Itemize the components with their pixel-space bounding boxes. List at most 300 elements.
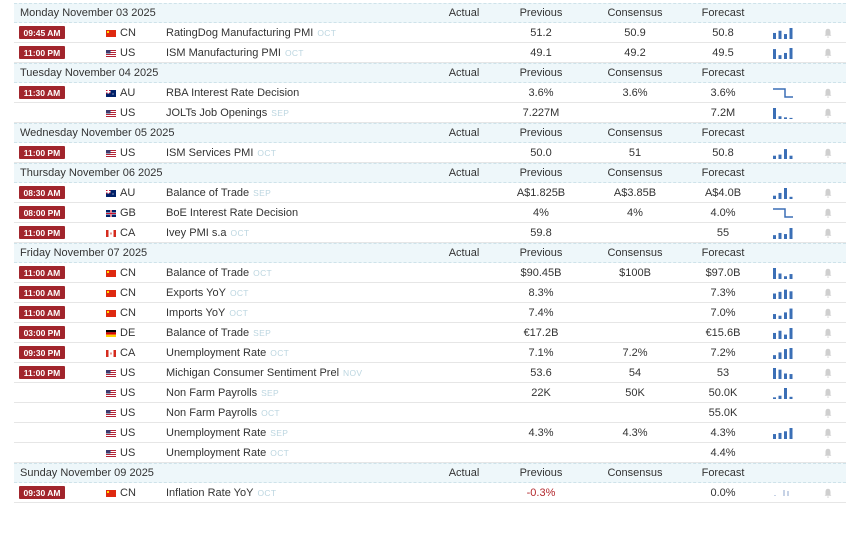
reference-period: SEP [271, 107, 290, 118]
spark-bar [790, 28, 793, 39]
reference-period: OCT [257, 487, 277, 498]
bell-icon[interactable] [822, 403, 834, 422]
spark-bar [783, 490, 785, 496]
reference-period: OCT [261, 407, 280, 418]
event-name-cell[interactable] [166, 103, 289, 122]
time-badge: 09:45 AM [19, 26, 65, 39]
previous-value: 49.1 [530, 46, 552, 59]
consensus-value [592, 103, 678, 122]
country-code: CN [120, 26, 136, 39]
consensus-value: 49.2 [624, 46, 646, 59]
event-name[interactable]: Unemployment Rate [166, 446, 267, 459]
us-flag-icon [106, 150, 116, 157]
reference-period: SEP [270, 427, 289, 438]
consensus-column-header: Consensus [607, 127, 663, 139]
mini-bar-chart-icon[interactable] [772, 303, 794, 322]
bell-icon[interactable] [822, 103, 834, 122]
event-name-cell[interactable] [166, 443, 289, 462]
spark-bar [773, 108, 776, 119]
previous-value: 4.3% [528, 426, 554, 439]
event-name-cell[interactable] [166, 343, 289, 362]
mini-bar-chart-icon[interactable] [772, 43, 794, 62]
spark-bar [779, 30, 782, 38]
previous-column-header: Previous [519, 467, 563, 479]
mini-bar-chart-icon[interactable] [772, 383, 794, 402]
reference-period: OCT [270, 347, 290, 358]
event-row[interactable] [14, 423, 846, 443]
previous-value: 7.227M [522, 106, 560, 119]
spark-bar [790, 328, 793, 339]
mini-bar-chart-icon[interactable] [772, 203, 794, 222]
us-flag-icon [106, 430, 116, 437]
event-name-cell[interactable] [166, 23, 336, 42]
bell-icon[interactable] [822, 323, 834, 342]
spark-bar [773, 293, 776, 299]
reference-period: OCT [284, 47, 304, 58]
event-time [19, 23, 65, 42]
previous-value [501, 403, 581, 422]
actual-value [419, 383, 509, 402]
reference-period: OCT [229, 307, 249, 318]
ca-flag-icon [106, 230, 116, 237]
spark-bar [779, 315, 782, 318]
forecast-value: 50.0K [708, 386, 738, 399]
reference-period: OCT [253, 267, 273, 278]
event-name-cell[interactable] [166, 383, 279, 402]
event-name-cell[interactable] [166, 263, 272, 282]
event-name[interactable]: ISM Manufacturing PMI [166, 46, 281, 59]
event-time [19, 143, 65, 162]
date-header [14, 63, 846, 83]
event-name[interactable]: Balance of Trade [166, 186, 250, 199]
mini-bar-chart-icon[interactable] [772, 103, 794, 122]
event-row[interactable] [14, 303, 846, 323]
reference-period: NOV [343, 367, 363, 378]
forecast-value: A$4.0B [704, 186, 742, 199]
reference-period: OCT [257, 147, 277, 158]
actual-column-header: Actual [448, 127, 480, 139]
spark-bar [779, 395, 782, 398]
actual-column-header: Actual [448, 467, 480, 479]
previous-column-header: Previous [519, 7, 563, 19]
spark-bar [784, 373, 787, 379]
spark-bar [784, 388, 787, 399]
mini-bar-chart-icon[interactable] [772, 263, 794, 282]
us-flag-icon [106, 370, 116, 377]
date-label: Sunday November 09 2025 [20, 467, 154, 479]
event-row[interactable] [14, 103, 846, 123]
actual-column-header: Actual [448, 67, 480, 79]
country-code: US [120, 446, 136, 459]
bell-icon[interactable] [822, 223, 834, 242]
spark-bar [784, 52, 787, 58]
country-code: CN [120, 266, 136, 279]
country-code: US [120, 406, 136, 419]
time-badge: 11:00 AM [19, 306, 65, 319]
event-row[interactable] [14, 483, 846, 503]
spark-bar [779, 116, 782, 119]
ca-flag-icon [106, 350, 116, 357]
country-code: US [120, 146, 136, 159]
previous-value: €17.2B [523, 326, 559, 339]
spark-bar [787, 491, 789, 496]
spark-bar [773, 332, 776, 338]
reference-period: OCT [317, 27, 337, 38]
forecast-value: 7.0% [710, 306, 736, 319]
consensus-column-header: Consensus [607, 247, 663, 259]
forecast-value: 4.4% [710, 446, 736, 459]
consensus-value: 50K [625, 386, 645, 399]
actual-value [419, 443, 509, 462]
spark-bar [784, 312, 787, 319]
spark-bar [773, 368, 776, 379]
spark-bar [784, 276, 787, 279]
bell-icon[interactable] [822, 43, 834, 62]
event-name[interactable]: Michigan Consumer Sentiment Prel [166, 366, 340, 379]
consensus-value [592, 403, 678, 422]
consensus-value [592, 483, 678, 502]
date-header [14, 123, 846, 143]
event-time [19, 323, 65, 342]
bell-icon[interactable] [822, 143, 834, 162]
mini-bar-chart-icon[interactable] [772, 183, 794, 202]
event-name-cell[interactable] [166, 283, 249, 302]
spark-bar [784, 289, 787, 298]
event-time [19, 223, 65, 242]
previous-value: $90.45B [520, 266, 562, 279]
reference-period: OCT [270, 447, 290, 458]
spark-bar [784, 234, 787, 239]
forecast-value: 50.8 [712, 146, 734, 159]
spark-bar [779, 291, 782, 298]
forecast-value: 0.0% [710, 486, 736, 499]
mini-bar-chart-icon[interactable] [772, 363, 794, 382]
actual-column-header: Actual [448, 167, 480, 179]
spark-bar [784, 188, 787, 199]
actual-value [419, 43, 509, 62]
forecast-column-header: Forecast [701, 7, 745, 19]
event-row[interactable] [14, 443, 846, 463]
actual-value [419, 143, 509, 162]
forecast-column-header: Forecast [701, 67, 745, 79]
event-row[interactable] [14, 323, 846, 343]
forecast-value: 53 [716, 366, 730, 379]
country-code: US [120, 106, 136, 119]
forecast-value: 55.0K [708, 406, 738, 419]
date-header [14, 163, 846, 183]
actual-value [419, 223, 509, 242]
bell-icon[interactable] [822, 343, 834, 362]
actual-value [419, 183, 509, 202]
time-badge: 11:30 AM [19, 86, 65, 99]
date-label: Thursday November 06 2025 [20, 167, 163, 179]
actual-value [419, 483, 509, 502]
event-name[interactable]: RBA Interest Rate Decision [166, 86, 300, 99]
consensus-value [592, 323, 678, 342]
bell-icon[interactable] [822, 443, 834, 462]
event-name[interactable]: Unemployment Rate [166, 346, 267, 359]
us-flag-icon [106, 450, 116, 457]
bell-icon[interactable] [822, 183, 834, 202]
event-name[interactable]: Exports YoY [166, 286, 226, 299]
mini-bar-chart-icon[interactable] [772, 423, 794, 442]
previous-value: 7.4% [528, 306, 554, 319]
event-time [19, 363, 65, 382]
event-row[interactable] [14, 343, 846, 363]
bell-icon[interactable] [822, 83, 834, 102]
spark-bar [784, 117, 787, 119]
date-label: Tuesday November 04 2025 [20, 67, 159, 79]
spark-bar [773, 235, 776, 239]
us-flag-icon [106, 410, 116, 417]
event-name-cell[interactable] [166, 43, 304, 62]
event-name[interactable]: Non Farm Payrolls [166, 406, 258, 419]
event-name-cell[interactable] [166, 363, 362, 382]
event-row[interactable] [14, 363, 846, 383]
us-flag-icon [106, 110, 116, 117]
spark-bar [790, 48, 793, 59]
bell-icon[interactable] [822, 363, 834, 382]
spark-bar [779, 154, 782, 158]
country-code: CN [120, 486, 136, 499]
economic-calendar [14, 3, 846, 503]
forecast-value: 7.2% [710, 346, 736, 359]
actual-column-header: Actual [448, 247, 480, 259]
bell-icon[interactable] [822, 383, 834, 402]
actual-value [419, 103, 509, 122]
time-badge: 11:00 PM [19, 226, 65, 239]
event-name[interactable]: Imports YoY [166, 306, 226, 319]
event-time [19, 183, 65, 202]
forecast-value: $97.0B [705, 266, 741, 279]
previous-column-header: Previous [519, 67, 563, 79]
event-name-cell[interactable] [166, 323, 271, 342]
country-code: AU [120, 86, 136, 99]
previous-value: 53.6 [530, 366, 552, 379]
event-row[interactable] [14, 223, 846, 243]
bell-icon[interactable] [822, 23, 834, 42]
previous-value: 50.0 [530, 146, 552, 159]
consensus-value: 54 [628, 366, 642, 379]
consensus-value: 7.2% [622, 346, 648, 359]
event-row[interactable] [14, 143, 846, 163]
event-name-cell[interactable] [166, 403, 280, 422]
event-row[interactable] [14, 23, 846, 43]
spark-bar [779, 330, 782, 338]
event-name[interactable]: Balance of Trade [166, 326, 250, 339]
mini-bar-chart-icon[interactable] [772, 143, 794, 162]
actual-value [419, 303, 509, 322]
previous-value: 22K [531, 386, 551, 399]
reference-period: OCT [229, 287, 249, 298]
event-name[interactable]: Non Farm Payrolls [166, 386, 258, 399]
spark-bar [773, 155, 776, 158]
previous-column-header: Previous [519, 247, 563, 259]
bell-icon[interactable] [822, 263, 834, 282]
date-header [14, 243, 846, 263]
event-name[interactable]: ISM Services PMI [166, 146, 254, 159]
previous-value: 51.2 [530, 26, 552, 39]
consensus-value [592, 283, 678, 302]
actual-value [419, 23, 509, 42]
us-flag-icon [106, 390, 116, 397]
event-row[interactable] [14, 383, 846, 403]
forecast-value: €15.6B [705, 326, 741, 339]
forecast-value: 55 [716, 226, 730, 239]
event-name-cell[interactable] [166, 143, 276, 162]
event-name[interactable]: Balance of Trade [166, 266, 250, 279]
actual-value [419, 403, 509, 422]
mini-bar-chart-icon[interactable] [772, 83, 794, 102]
actual-column-header: Actual [448, 7, 480, 19]
forecast-column-header: Forecast [701, 167, 745, 179]
date-header [14, 463, 846, 483]
country-code: CA [120, 226, 136, 239]
forecast-value: 4.0% [710, 206, 736, 219]
spark-bar [790, 155, 793, 158]
country-code: US [120, 46, 136, 59]
event-name[interactable]: Ivey PMI s.a [166, 226, 227, 239]
spark-bar [773, 49, 776, 59]
actual-value [419, 343, 509, 362]
event-row[interactable] [14, 83, 846, 103]
consensus-value: 4.3% [622, 426, 648, 439]
event-row[interactable] [14, 183, 846, 203]
previous-value: 4% [533, 206, 549, 219]
event-time [19, 483, 65, 502]
mini-bar-chart-icon[interactable] [772, 343, 794, 362]
event-name[interactable]: RatingDog Manufacturing PMI [166, 26, 314, 39]
event-name[interactable]: Inflation Rate YoY [166, 486, 254, 499]
consensus-column-header: Consensus [607, 7, 663, 19]
forecast-value: 50.8 [712, 26, 734, 39]
time-badge: 08:00 PM [19, 206, 65, 219]
reference-period: OCT [230, 227, 250, 238]
spark-bar [779, 232, 782, 238]
date-label: Monday November 03 2025 [20, 7, 156, 19]
bell-icon[interactable] [822, 483, 834, 502]
bell-icon[interactable] [822, 283, 834, 302]
event-time [19, 343, 65, 362]
gb-flag-icon [106, 210, 116, 217]
spark-step-line [773, 89, 793, 97]
event-row[interactable] [14, 403, 846, 423]
spark-bar [773, 195, 776, 198]
spark-bar [773, 397, 776, 399]
event-name[interactable]: JOLTs Job Openings [166, 106, 268, 119]
country-code: US [120, 366, 136, 379]
consensus-column-header: Consensus [607, 67, 663, 79]
mini-bar-chart-icon[interactable] [772, 223, 794, 242]
actual-value [419, 363, 509, 382]
us-flag-icon [106, 50, 116, 57]
consensus-value [592, 223, 678, 242]
actual-value [419, 283, 509, 302]
event-time [19, 283, 65, 302]
consensus-value: 4% [627, 206, 643, 219]
spark-bar [790, 308, 793, 318]
forecast-value: 49.5 [712, 46, 734, 59]
time-badge: 11:00 AM [19, 266, 65, 279]
spark-bar [790, 228, 793, 239]
spark-bar [774, 495, 776, 496]
event-time [19, 303, 65, 322]
consensus-column-header: Consensus [607, 467, 663, 479]
event-name[interactable]: BoE Interest Rate Decision [166, 206, 299, 219]
time-badge: 09:30 AM [19, 486, 65, 499]
country-code: DE [120, 326, 136, 339]
cn-flag-icon [106, 290, 116, 297]
event-row[interactable] [14, 203, 846, 223]
event-name-cell[interactable] [166, 83, 299, 102]
spark-step-line [773, 209, 793, 217]
spark-bar [790, 196, 793, 198]
forecast-value: 3.6% [710, 86, 736, 99]
au-flag-icon [106, 90, 116, 97]
spark-bar [779, 273, 782, 279]
country-code: CA [120, 346, 136, 359]
event-name-cell[interactable] [166, 223, 249, 242]
consensus-value: 51 [628, 146, 642, 159]
time-badge: 11:00 PM [19, 46, 65, 59]
de-flag-icon [106, 330, 116, 337]
country-code: GB [120, 206, 136, 219]
event-row[interactable] [14, 263, 846, 283]
event-name[interactable]: Unemployment Rate [166, 426, 267, 439]
bell-icon[interactable] [822, 423, 834, 442]
bell-icon[interactable] [822, 303, 834, 322]
consensus-value [592, 303, 678, 322]
consensus-value [592, 443, 678, 462]
event-row[interactable] [14, 283, 846, 303]
event-name-cell[interactable] [166, 203, 298, 222]
event-time [19, 83, 65, 102]
time-badge: 11:00 AM [19, 286, 65, 299]
event-row[interactable] [14, 43, 846, 63]
event-name-cell[interactable] [166, 423, 288, 442]
previous-column-header: Previous [519, 127, 563, 139]
event-time [19, 43, 65, 62]
forecast-value: 4.3% [710, 426, 736, 439]
spark-bar [779, 369, 782, 378]
forecast-column-header: Forecast [701, 127, 745, 139]
event-time [19, 203, 65, 222]
bell-icon[interactable] [822, 203, 834, 222]
time-badge: 08:30 AM [19, 186, 65, 199]
event-name-cell[interactable] [166, 483, 276, 502]
mini-bar-chart-icon[interactable] [772, 283, 794, 302]
date-label: Friday November 07 2025 [20, 247, 148, 259]
event-name-cell[interactable] [166, 303, 248, 322]
forecast-column-header: Forecast [701, 467, 745, 479]
country-code: AU [120, 186, 136, 199]
spark-bar [790, 117, 793, 118]
cn-flag-icon [106, 270, 116, 277]
previous-value: 8.3% [528, 286, 554, 299]
mini-bar-chart-icon[interactable] [772, 323, 794, 342]
time-badge: 11:00 PM [19, 146, 65, 159]
mini-bar-chart-icon[interactable] [772, 23, 794, 42]
spark-bar [790, 291, 793, 299]
previous-value: 7.1% [528, 346, 554, 359]
country-code: US [120, 386, 136, 399]
consensus-value: A$3.85B [613, 186, 657, 199]
event-name-cell[interactable] [166, 183, 271, 202]
mini-bar-chart-icon[interactable] [772, 483, 794, 502]
forecast-value: 7.2M [710, 106, 736, 119]
spark-bar [773, 314, 776, 319]
spark-bar [784, 431, 787, 439]
